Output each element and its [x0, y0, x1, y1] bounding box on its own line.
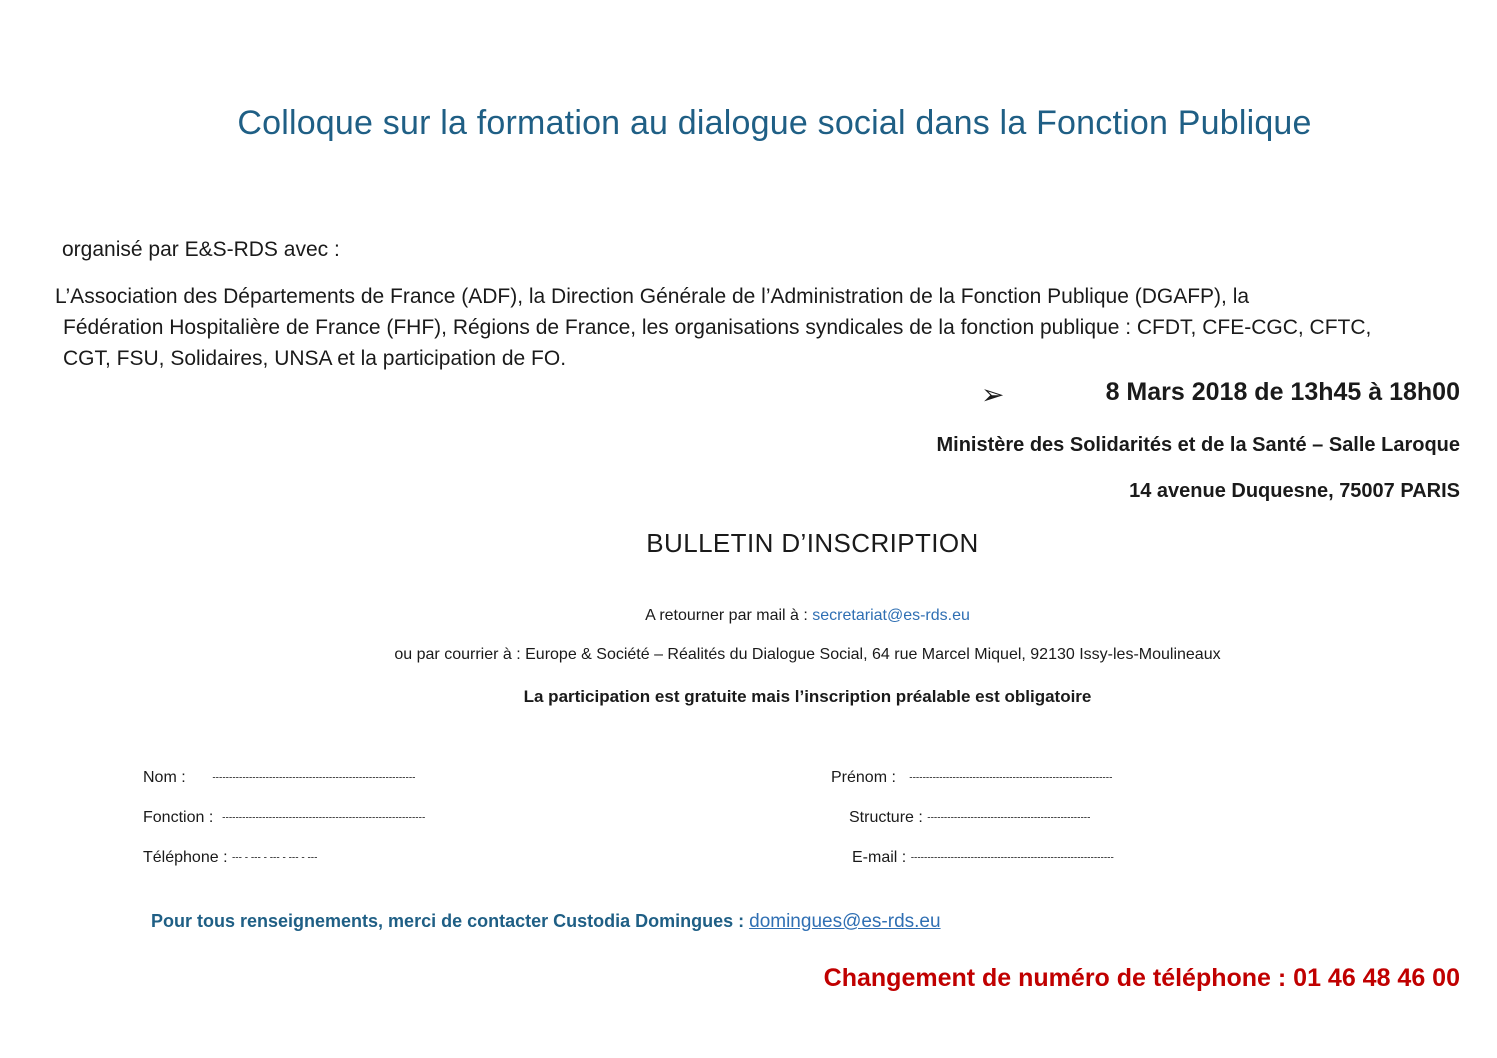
nom-dashes: ------------------------------------------------------------- [212, 772, 416, 784]
email-dashes: ------------------------------------------------------------- [910, 852, 1114, 864]
prenom-dashes: ------------------------------------------------------------- [909, 772, 1113, 784]
structure-dashes: ------------------------------------------------- [927, 812, 1091, 824]
nom-label: Nom : [143, 769, 186, 786]
secretariat-email-link[interactable]: secretariat@es-rds.eu [812, 607, 970, 624]
event-venue: Ministère des Solidarités et de la Santé – Salle Laroque [936, 434, 1460, 456]
organiser-line: organisé par E&S-RDS avec : [62, 238, 340, 261]
partners-line-3: CGT, FSU, Solidaires, UNSA et la participation de FO. [63, 347, 567, 370]
event-address: 14 avenue Duquesne, 75007 PARIS [1129, 480, 1460, 502]
telephone-dashes: --- - --- - --- - --- - --- [231, 852, 318, 864]
mail-return-line [0, 607, 1497, 625]
email-field[interactable] [852, 849, 1114, 867]
prenom-field[interactable] [831, 769, 1112, 787]
fonction-label: Fonction : [143, 809, 214, 826]
telephone-field[interactable] [143, 849, 317, 867]
fonction-dashes: ------------------------------------------------------------- [222, 812, 426, 824]
email-label: E-mail : [852, 849, 907, 866]
partners-line-1: L’Association des Départements de France (ADF), la Direction Générale de l’Administration de la Fonction Publique (DGAFP), la [55, 285, 1250, 308]
prenom-label: Prénom : [831, 769, 896, 786]
nom-field[interactable] [143, 769, 415, 787]
partners-line-2: Fédération Hospitalière de France (FHF), Régions de France, les organisations syndicales de la fonction publique : CFDT, CFE-CGC, CFTC, [63, 316, 1372, 339]
phone-change-notice: Changement de numéro de téléphone : 01 46 48 46 00 [823, 964, 1460, 992]
structure-field[interactable] [849, 809, 1090, 827]
contact-email-link[interactable]: domingues@es-rds.eu [749, 911, 941, 932]
mail-prefix: A retourner par mail à : [645, 607, 813, 624]
postal-return-line: ou par courrier à : Europe & Société – Réalités du Dialogue Social, 64 rue Marcel Miquel, 92130 Issy-les-Moulineaux [394, 646, 1221, 663]
page-title: Colloque sur la formation au dialogue social dans la Fonction Publique [237, 104, 1312, 142]
contact-line [151, 911, 941, 933]
structure-label: Structure : [849, 809, 923, 826]
participation-notice: La participation est gratuite mais l’inscription préalable est obligatoire [523, 687, 1092, 706]
telephone-label: Téléphone : [143, 849, 228, 866]
fonction-field[interactable] [143, 809, 425, 827]
bulletin-heading: BULLETIN D’INSCRIPTION [646, 528, 979, 558]
arrow-bullet-icon: ➢ [981, 379, 1005, 410]
contact-text: Pour tous renseignements, merci de contacter Custodia Domingues : [151, 911, 750, 931]
event-date: 8 Mars 2018 de 13h45 à 18h00 [1105, 378, 1460, 406]
